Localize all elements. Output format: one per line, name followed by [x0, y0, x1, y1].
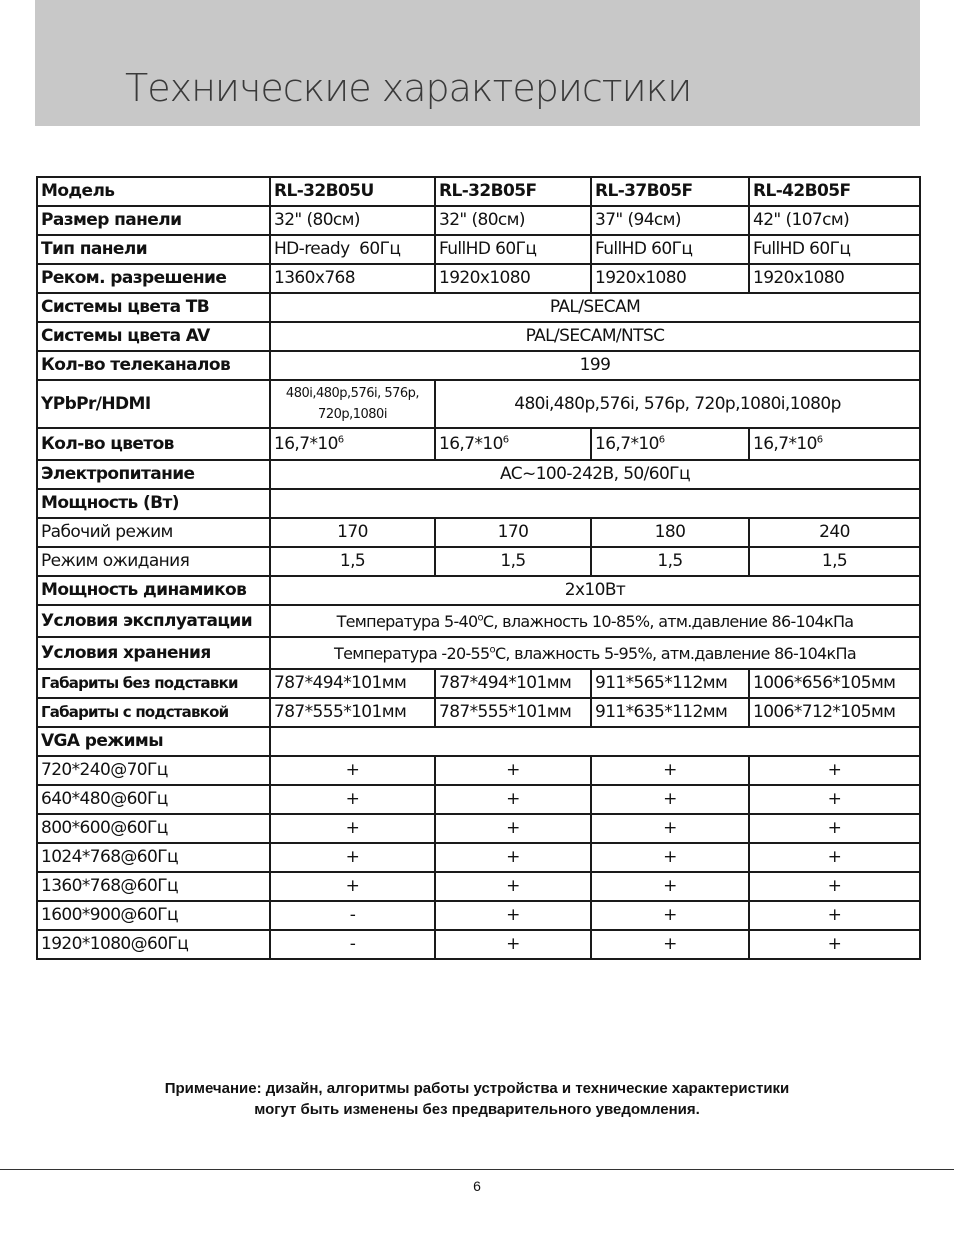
- table-cell: 1,5: [270, 547, 435, 576]
- row-label: Системы цвета AV: [37, 322, 270, 351]
- table-row-tv-color: [37, 293, 920, 322]
- table-row-resolution: [37, 264, 920, 293]
- table-cell: FullHD 60Гц: [435, 235, 591, 264]
- table-cell: 170: [435, 518, 591, 547]
- row-label: Мощность динамиков: [37, 576, 270, 605]
- model-cell: RL-32B05U: [270, 177, 435, 206]
- colors-exponent: 6: [816, 433, 823, 445]
- row-label: Электропитание: [37, 460, 270, 489]
- row-label: 1024*768@60Гц: [37, 843, 270, 872]
- colors-exponent: 6: [337, 433, 344, 445]
- table-cell: FullHD 60Гц: [591, 235, 749, 264]
- table-cell: 180: [591, 518, 749, 547]
- table-row-dims-no-stand: [37, 669, 920, 698]
- row-label: 640*480@60Гц: [37, 785, 270, 814]
- row-label: Тип панели: [37, 235, 270, 264]
- model-cell: RL-37B05F: [591, 177, 749, 206]
- row-label: 720*240@70Гц: [37, 756, 270, 785]
- table-cell: [749, 428, 920, 460]
- table-cell-merged: 2x10Вт: [270, 576, 920, 605]
- table-cell: +: [749, 785, 920, 814]
- table-cell: 32" (80см): [435, 206, 591, 235]
- table-cell: +: [591, 843, 749, 872]
- row-label: Модель: [37, 177, 270, 206]
- table-cell: +: [591, 930, 749, 959]
- table-cell: 240: [749, 518, 920, 547]
- table-cell: 1920x1080: [749, 264, 920, 293]
- row-label: 800*600@60Гц: [37, 814, 270, 843]
- table-row-dims-stand: [37, 698, 920, 727]
- table-cell-merged: [270, 637, 920, 669]
- row-label: 1360*768@60Гц: [37, 872, 270, 901]
- row-label: Реком. разрешение: [37, 264, 270, 293]
- colors-exponent: 6: [502, 433, 509, 445]
- row-label: Габариты с подставкой: [37, 698, 270, 727]
- row-label: Условия хранения: [37, 637, 270, 669]
- table-row-vga-mode: [37, 785, 920, 814]
- table-cell: 32" (80см): [270, 206, 435, 235]
- page-title: Технические характеристики: [125, 66, 692, 110]
- row-label: Кол-во цветов: [37, 428, 270, 460]
- table-cell: HD-ready 60Гц: [270, 235, 435, 264]
- colors-base: 16,7*10: [595, 433, 659, 454]
- table-row-vga-mode: [37, 814, 920, 843]
- table-cell: 787*555*101мм: [270, 698, 435, 727]
- row-label: 1600*900@60Гц: [37, 901, 270, 930]
- table-row-vga-mode: [37, 756, 920, 785]
- table-cell: -: [270, 930, 435, 959]
- conditions-text: С, влажность 5-95%, атм.давление 86-104кПа: [494, 643, 856, 663]
- table-cell: 170: [270, 518, 435, 547]
- table-cell: +: [749, 843, 920, 872]
- spec-table: [36, 176, 921, 960]
- table-cell: +: [435, 756, 591, 785]
- table-cell-merged: PAL/SECAM: [270, 293, 920, 322]
- table-cell-merged: [270, 605, 920, 637]
- conditions-text: Температура 5-40: [336, 611, 478, 631]
- row-label: 1920*1080@60Гц: [37, 930, 270, 959]
- table-cell: +: [270, 814, 435, 843]
- table-cell: +: [435, 872, 591, 901]
- table-cell: +: [749, 872, 920, 901]
- table-cell: -: [270, 901, 435, 930]
- table-row-power: [37, 489, 920, 518]
- table-cell: 911*635*112мм: [591, 698, 749, 727]
- table-row-vga-mode: [37, 901, 920, 930]
- model-cell: RL-42B05F: [749, 177, 920, 206]
- table-row-panel-size: [37, 206, 920, 235]
- table-cell: 787*494*101мм: [270, 669, 435, 698]
- table-cell: 1006*656*105мм: [749, 669, 920, 698]
- table-cell: +: [591, 756, 749, 785]
- table-cell: +: [435, 843, 591, 872]
- table-cell: +: [270, 843, 435, 872]
- note-line: Примечание: дизайн, алгоритмы работы устройства и технические характеристики: [164, 1080, 790, 1097]
- table-row-standby: [37, 547, 920, 576]
- table-cell: +: [435, 930, 591, 959]
- table-cell: 480i,480p,576i, 576p, 720p,1080i: [270, 380, 435, 428]
- table-row-operating: [37, 518, 920, 547]
- row-label: Габариты без подставки: [37, 669, 270, 698]
- degree-sign: o: [477, 612, 483, 624]
- row-label: Кол-во телеканалов: [37, 351, 270, 380]
- page-number: 6: [473, 1178, 481, 1194]
- table-cell: [270, 428, 435, 460]
- model-cell: RL-32B05F: [435, 177, 591, 206]
- row-label: Рабочий режим: [37, 518, 270, 547]
- table-cell: +: [749, 756, 920, 785]
- table-cell-merged: AC~100-242В, 50/60Гц: [270, 460, 920, 489]
- table-row-av-color: [37, 322, 920, 351]
- table-cell-merged: 480i,480p,576i, 576p, 720p,1080i,1080p: [435, 380, 920, 428]
- colors-base: 16,7*10: [274, 433, 338, 454]
- table-cell: +: [591, 872, 749, 901]
- row-label: YPbPr/HDMI: [37, 380, 270, 428]
- table-cell-merged: 199: [270, 351, 920, 380]
- degree-sign: o: [489, 644, 495, 656]
- table-cell: FullHD 60Гц: [749, 235, 920, 264]
- table-row-vga-mode: [37, 843, 920, 872]
- table-cell: 1920x1080: [591, 264, 749, 293]
- conditions-text: С, влажность 10-85%, атм.давление 86-104кПа: [482, 611, 854, 631]
- table-cell: +: [270, 872, 435, 901]
- colors-exponent: 6: [658, 433, 665, 445]
- row-label: Режим ожидания: [37, 547, 270, 576]
- table-cell: 42" (107см): [749, 206, 920, 235]
- table-row-panel-type: [37, 235, 920, 264]
- table-cell: +: [591, 814, 749, 843]
- table-row-ypbpr: [37, 380, 920, 428]
- disclaimer-note: [0, 1078, 954, 1120]
- row-label: Системы цвета ТВ: [37, 293, 270, 322]
- table-cell: +: [591, 785, 749, 814]
- table-cell: +: [435, 901, 591, 930]
- table-cell: 37" (94см): [591, 206, 749, 235]
- colors-base: 16,7*10: [753, 433, 817, 454]
- table-cell: +: [749, 930, 920, 959]
- table-cell: 1,5: [591, 547, 749, 576]
- conditions-text: Температура -20-55: [334, 643, 490, 663]
- table-cell: 787*494*101мм: [435, 669, 591, 698]
- note-line: могут быть изменены без предварительного уведомления.: [254, 1101, 700, 1118]
- table-cell: +: [435, 785, 591, 814]
- table-cell: +: [749, 814, 920, 843]
- table-row-vga-mode: [37, 872, 920, 901]
- table-row-speakers: [37, 576, 920, 605]
- table-cell: +: [591, 901, 749, 930]
- table-cell: 787*555*101мм: [435, 698, 591, 727]
- table-row-colors: [37, 428, 920, 460]
- table-cell: +: [270, 756, 435, 785]
- row-label: Условия эксплуатации: [37, 605, 270, 637]
- table-cell-empty: [270, 727, 920, 756]
- table-row-channels: [37, 351, 920, 380]
- table-cell: [435, 428, 591, 460]
- table-cell: 1360x768: [270, 264, 435, 293]
- table-cell: 1,5: [749, 547, 920, 576]
- table-row-vga: [37, 727, 920, 756]
- table-cell: 1,5: [435, 547, 591, 576]
- table-cell: +: [749, 901, 920, 930]
- table-cell: 911*565*112мм: [591, 669, 749, 698]
- row-label: Размер панели: [37, 206, 270, 235]
- colors-base: 16,7*10: [439, 433, 503, 454]
- table-row-power-supply: [37, 460, 920, 489]
- table-cell: 1006*712*105мм: [749, 698, 920, 727]
- table-cell: 1920x1080: [435, 264, 591, 293]
- table-cell-merged: PAL/SECAM/NTSC: [270, 322, 920, 351]
- footer-divider: [0, 1169, 954, 1170]
- table-cell-empty: [270, 489, 920, 518]
- row-label: VGA режимы: [37, 727, 270, 756]
- table-row-model: [37, 177, 920, 206]
- table-row-operating-conditions: [37, 605, 920, 637]
- table-cell: +: [435, 814, 591, 843]
- table-row-vga-mode: [37, 930, 920, 959]
- table-cell: +: [270, 785, 435, 814]
- row-label: Мощность (Вт): [37, 489, 270, 518]
- table-row-storage-conditions: [37, 637, 920, 669]
- table-cell: [591, 428, 749, 460]
